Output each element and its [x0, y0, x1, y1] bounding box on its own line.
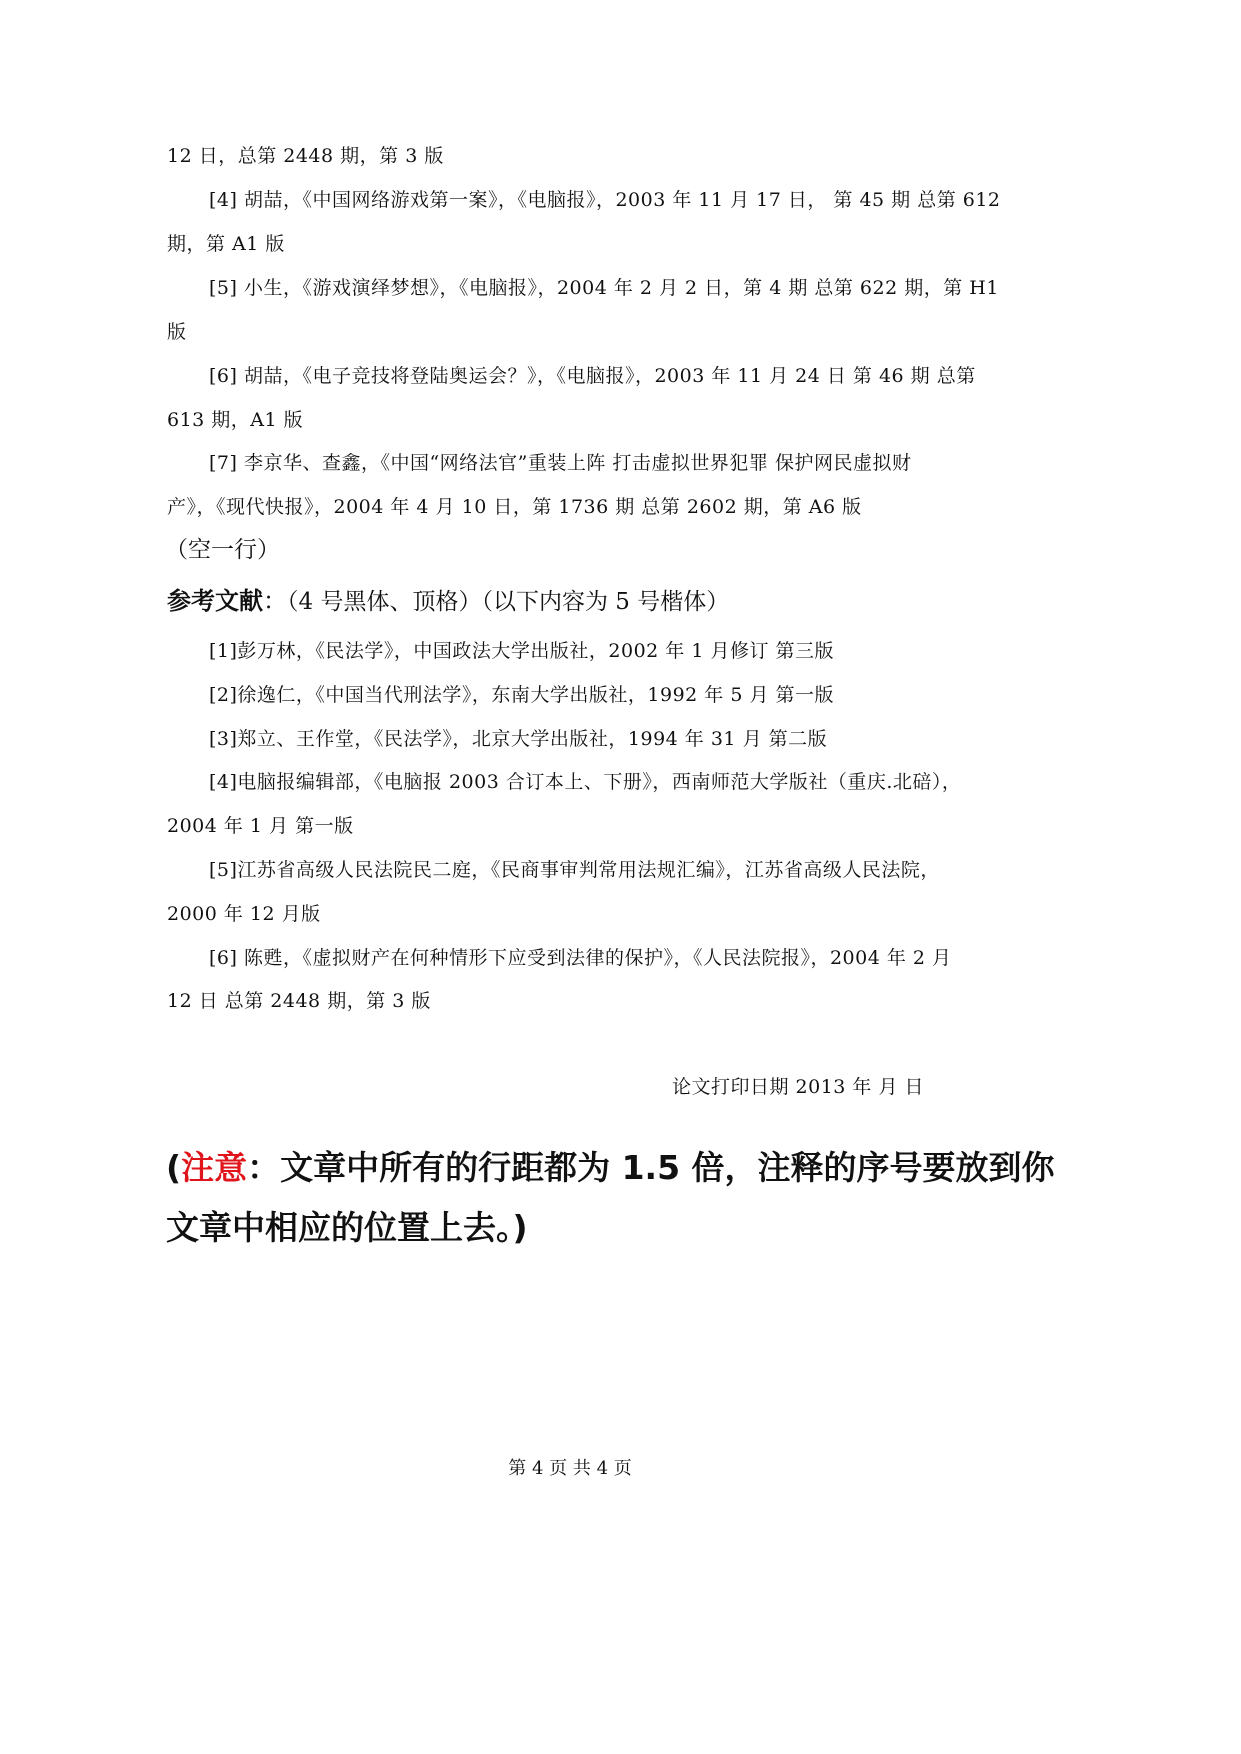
notice-line1 — [166, 1146, 1055, 1190]
reference-3: [3]郑立、王作堂，《民法学》，北京大学出版社，1994 年 31 月 第二版 — [209, 728, 828, 750]
note-3-continuation: 12 日，总第 2448 期，第 3 版 — [167, 145, 444, 167]
references-heading — [167, 585, 729, 618]
references-title: 参考文献 — [167, 587, 263, 615]
note-4-line1: [4] 胡喆，《中国网络游戏第一案》，《电脑报》，2003 年 11 月 17 日， 第 45 期 总第 612 — [209, 189, 1001, 211]
print-date: 论文打印日期 2013 年 月 日 — [672, 1076, 925, 1098]
reference-6-line1: [6] 陈甦，《虚拟财产在何种情形下应受到法律的保护》，《人民法院报》，2004 年 2 月 — [209, 947, 952, 969]
notice-colon: ： — [247, 1148, 281, 1187]
reference-6-line2: 12 日 总第 2448 期，第 3 版 — [167, 990, 431, 1012]
references-colon: ： — [263, 587, 287, 615]
note-7-line2: 产》，《现代快报》，2004 年 4 月 10 日，第 1736 期 总第 2602 期，第 A6 版 — [167, 496, 862, 518]
note-4-line2: 期，第 A1 版 — [167, 233, 285, 255]
note-5-line2: 版 — [167, 321, 187, 343]
notice-label: 注意 — [181, 1148, 248, 1187]
note-6-line1: [6] 胡喆，《电子竞技将登陆奥运会？》，《电脑报》，2003 年 11 月 24 日 第 46 期 总第 — [209, 365, 976, 387]
reference-5-line2: 2000 年 12 月版 — [167, 903, 321, 925]
note-6-line2: 613 期，A1 版 — [167, 409, 304, 431]
note-7-line1: [7] 李京华、查鑫，《中国“网络法官”重装上阵 打击虚拟世界犯罪 保护网民虚拟财 — [209, 452, 912, 474]
reference-1: [1]彭万林，《民法学》，中国政法大学出版社，2002 年 1 月修订 第三版 — [209, 640, 835, 662]
note-5-line1: [5] 小生，《游戏演绎梦想》，《电脑报》，2004 年 2 月 2 日，第 4 期 总第 622 期，第 H1 — [209, 277, 999, 299]
reference-4-line2: 2004 年 1 月 第一版 — [167, 815, 354, 837]
reference-5-line1: [5]江苏省高级人民法院民二庭，《民商事审判常用法规汇编》，江苏省高级人民法院， — [209, 859, 940, 881]
reference-2: [2]徐逸仁，《中国当代刑法学》，东南大学出版社，1992 年 5 月 第一版 — [209, 684, 835, 706]
references-format-hint: （4 号黑体、顶格）（以下内容为 5 号楷体） — [287, 589, 730, 615]
notice-line2: 文章中相应的位置上去。) — [166, 1208, 528, 1247]
page-footer: 第 4 页 共 4 页 — [508, 1458, 632, 1479]
notice-open-paren: ( — [166, 1148, 182, 1187]
notice-text-1: 文章中所有的行距都为 1.5 倍，注释的序号要放到你 — [280, 1148, 1055, 1187]
blank-line-note: （空一行） — [165, 537, 280, 563]
reference-4-line1: [4]电脑报编辑部，《电脑报 2003 合订本上、下册》，西南师范大学版社（重庆.北碚）， — [209, 771, 962, 793]
